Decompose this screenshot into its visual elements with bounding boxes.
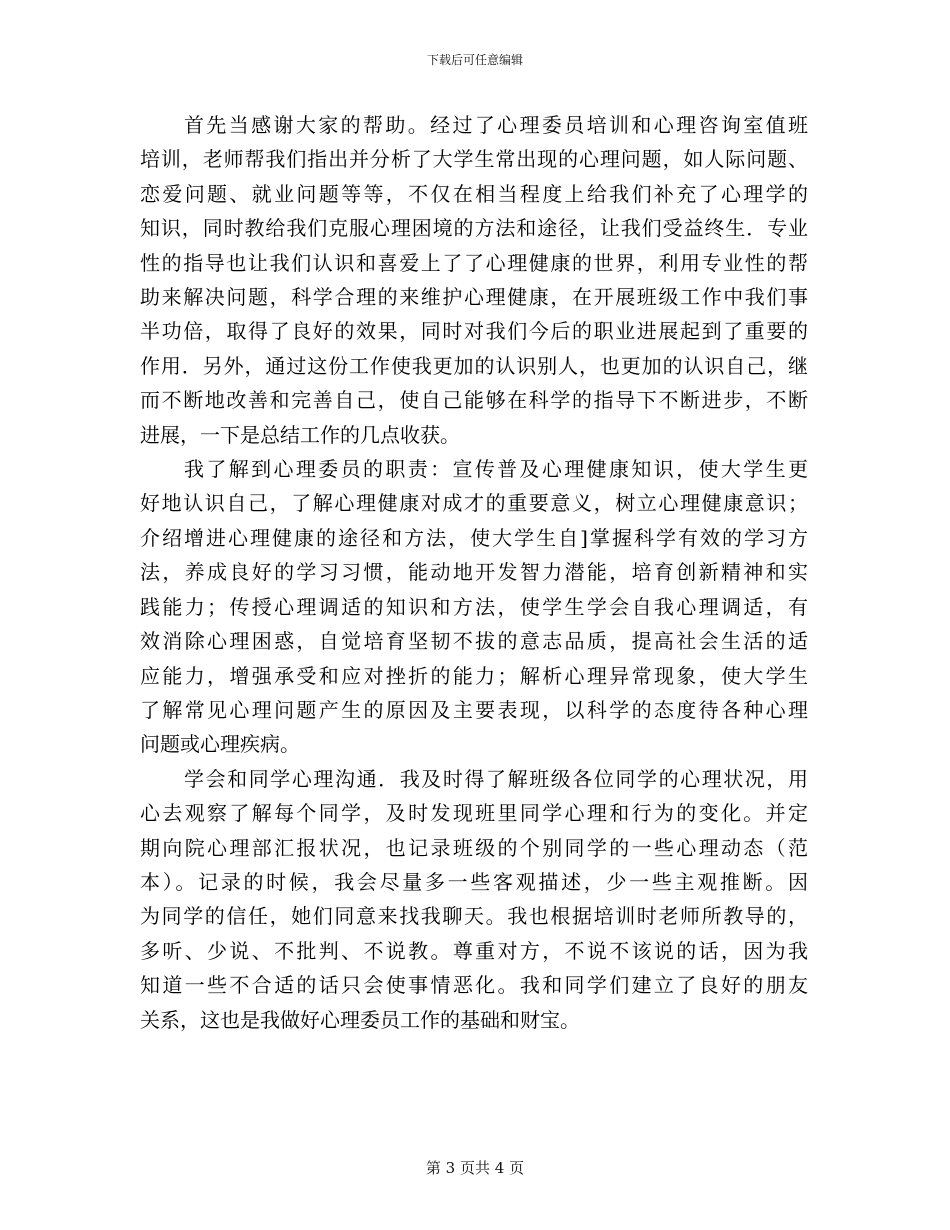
text-line: 学会和同学心理沟通．我及时得了解班级各位同学的心理状况，用 [184, 766, 808, 791]
text-line: 首先当感谢大家的帮助。经过了心理委员培训和心理咨询室值班 [184, 113, 808, 137]
paragraph-2 [140, 452, 808, 762]
text-line: 效消除心理困惑，自觉培育坚韧不拔的意志品质，提高社会生活的适 [140, 629, 808, 654]
text-line: 作用．另外，通过这份工作使我更加的认识别人，也更加的认识自己，继 [140, 353, 808, 378]
text-line: 法，养成良好的学习习惯，能动地开发智力潜能，培育创新精神和实 [140, 560, 808, 585]
text-line: 践能力；传授心理调适的知识和方法，使学生学会自我心理调适，有 [140, 594, 808, 619]
paragraph-3 [140, 762, 808, 1037]
document-body [140, 108, 808, 1037]
text-line: 问题或心理疾病。 [140, 732, 300, 757]
text-line: 而不断地改善和完善自己，使自己能够在科学的指导下不断进步，不断 [140, 388, 808, 413]
text-line: 心去观察了解每个同学，及时发现班里同学心理和行为的变化。并定 [140, 801, 808, 826]
page-footer: 第 3 页共 4 页 [425, 1159, 525, 1177]
text-line: 进展，一下是总结工作的几点收获。 [140, 422, 460, 447]
text-line: 恋爱问题、就业问题等等，不仅在相当程度上给我们补充了心理学的 [140, 181, 808, 206]
text-line: 多听、少说、不批判、不说教。尊重对方，不说不该说的话，因为我 [140, 938, 808, 963]
text-line: 本）。记录的时候，我会尽量多一些客观描述，少一些主观推断。因 [140, 869, 808, 894]
text-line: 好地认识自己，了解心理健康对成才的重要意义，树立心理健康意识； [140, 491, 808, 516]
text-line: 我了解到心理委员的职责：宣传普及心理健康知识，使大学生更 [184, 457, 808, 482]
text-line: 知识，同时教给我们克服心理困境的方法和途径，让我们受益终生．专业 [140, 216, 808, 241]
text-line: 介绍增进心理健康的途径和方法，使大学生自]掌握科学有效的学习方 [140, 525, 808, 550]
text-line: 应能力，增强承受和应对挫折的能力；解析心理异常现象，使大学生 [140, 663, 808, 688]
page-header: 下载后可任意编辑 [426, 53, 523, 67]
text-line: 培训，老师帮我们指出并分析了大学生常出现的心理问题，如人际问题、 [140, 147, 808, 172]
text-line: 了解常见心理问题产生的原因及主要表现，以科学的态度待各种心理 [140, 697, 808, 722]
text-line: 性的指导也让我们认识和喜爱上了了心理健康的世界，利用专业性的帮 [140, 250, 808, 275]
text-line: 知道一些不合适的话只会使事情恶化。我和同学们建立了良好的朋友 [140, 973, 808, 998]
text-line: 关系，这也是我做好心理委员工作的基础和财宝。 [140, 1007, 580, 1032]
text-line: 为同学的信任，她们同意来找我聊天。我也根据培训时老师所教导的， [140, 904, 808, 929]
text-line: 半功倍，取得了良好的效果，同时对我们今后的职业进展起到了重要的 [140, 319, 808, 344]
text-line: 期向院心理部汇报状况，也记录班级的个别同学的一些心理动态（范 [140, 835, 808, 860]
text-line: 助来解决问题，科学合理的来维护心理健康，在开展班级工作中我们事 [140, 285, 808, 310]
paragraph-1 [140, 108, 808, 452]
